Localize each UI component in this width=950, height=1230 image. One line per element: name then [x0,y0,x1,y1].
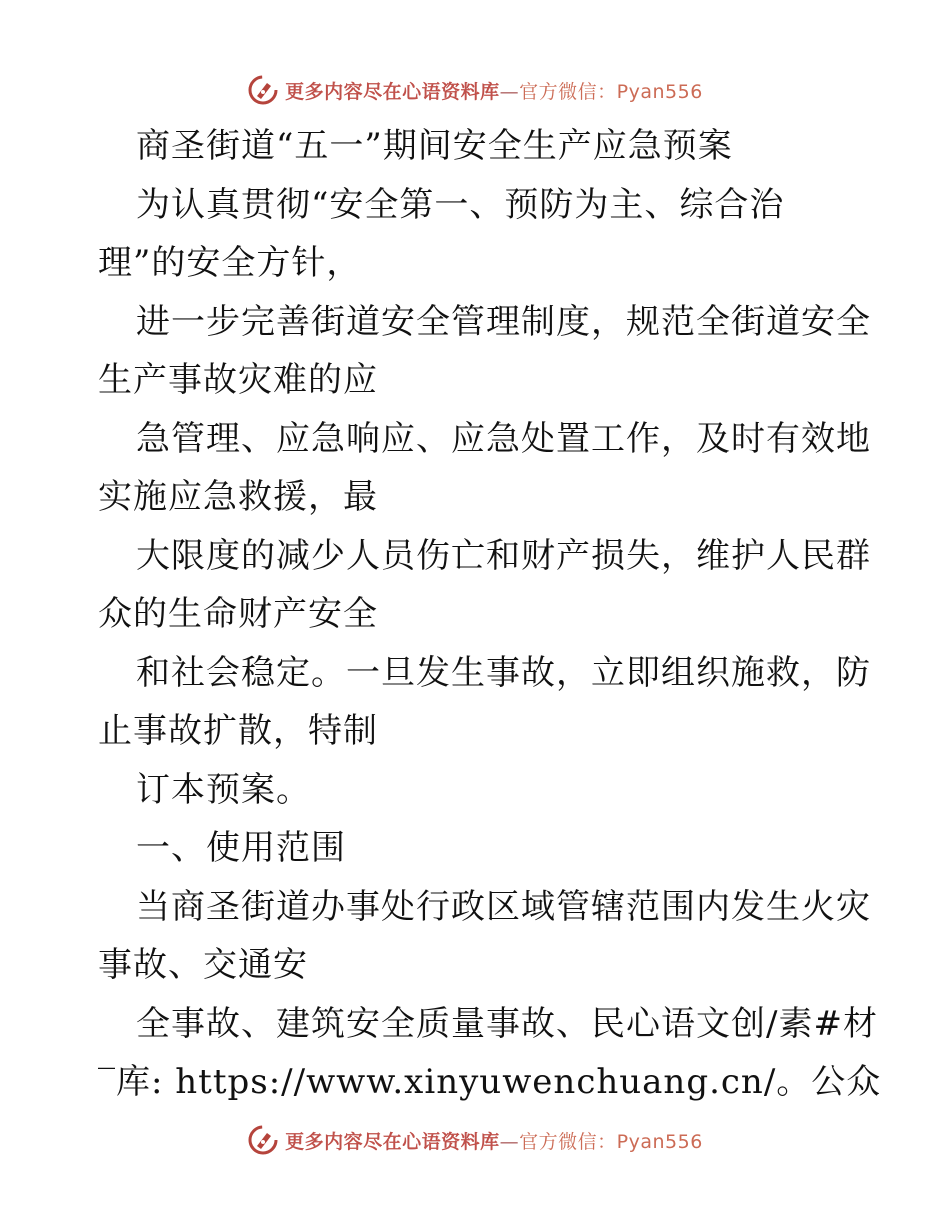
watermark-contact: 官方微信：Pyan556 [519,1130,703,1153]
text-line: 全事故、建筑安全质量事故、民心语文创/素#材 [136,1003,878,1044]
text-line: 为认真贯彻“安全第一、预防为主、综合治 [136,184,785,225]
text-line: 止事故扩散，特制 [98,711,378,751]
watermark-dash: — [499,1130,520,1153]
text-line: 实施应急救援，最 [98,477,378,517]
watermark-main: 更多内容尽在心语资料库 [285,1130,500,1153]
text-line: 进一步完善街道安全管理制度，规范全街道安全 [136,301,871,342]
document-body [98,117,882,1112]
text-line: 生产事故灾难的应 [98,360,378,400]
footer-watermark [0,1120,950,1160]
text-line: 事故、交通安 [98,945,308,985]
text-line: 大限度的减少人员伤亡和财产损失，维护人民群 [136,535,871,576]
section-heading: 一、使用范围 [136,828,346,868]
watermark-dash: — [499,80,520,103]
pen-nib-circle-icon [247,1124,279,1156]
watermark-text [285,77,703,104]
text-line: 和社会稳定。一旦发生事故，立即组织施救，防 [136,652,871,693]
text-line: 当商圣街道办事处行政区域管辖范围内发生火灾 [136,886,871,927]
text-line: 急管理、应急响应、应急处置工作，及时有效地 [136,418,871,459]
text-line: 理”的安全方针， [98,243,362,283]
header-watermark [0,70,950,110]
text-line: ‾库: https://www.xinyuwenchuang.cn/。公众 [98,1062,882,1102]
watermark-contact: 官方微信：Pyan556 [519,80,703,103]
document-title: 商圣街道“五一”期间安全生产应急预案 [136,126,733,166]
pen-nib-circle-icon [247,74,279,106]
watermark-main: 更多内容尽在心语资料库 [285,80,500,103]
text-line: 订本预案。 [136,769,311,810]
text-line: 众的生命财产安全 [98,594,378,634]
watermark-text [285,1127,703,1154]
